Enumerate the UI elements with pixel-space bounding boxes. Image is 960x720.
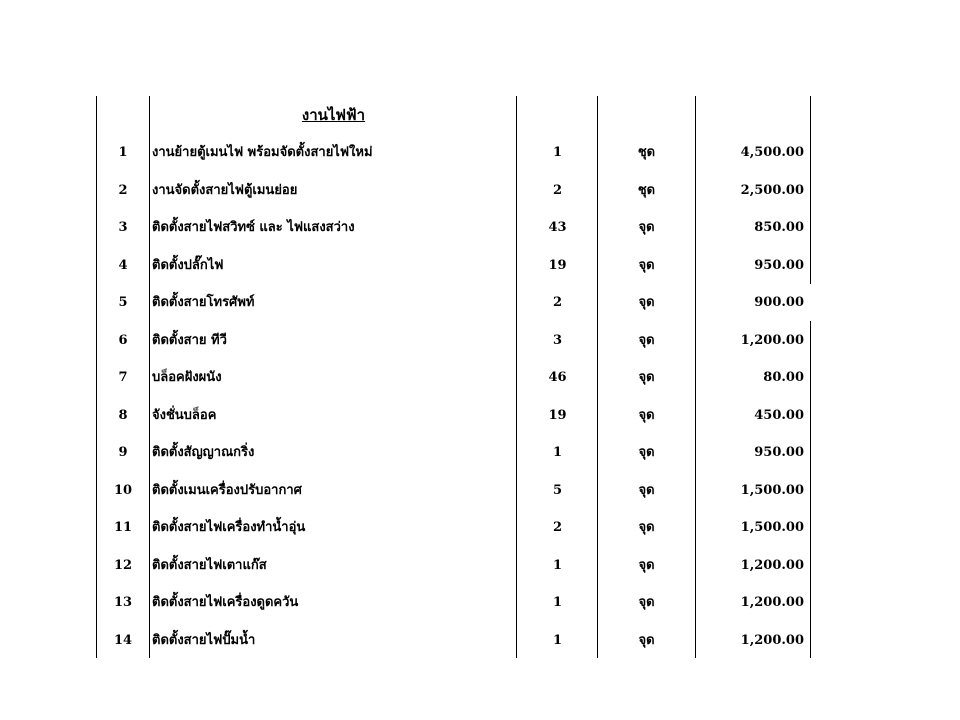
item-number: 11 [113, 520, 133, 535]
item-quantity: 46 [548, 370, 567, 385]
item-unit: จุด [638, 333, 655, 348]
item-description: บล็อคฝังผนัง [152, 370, 222, 385]
table-row [0, 179, 960, 203]
table-row [0, 141, 960, 165]
item-number: 2 [118, 183, 128, 198]
table-row [0, 441, 960, 465]
item-number: 13 [113, 595, 133, 610]
table-row [0, 329, 960, 353]
item-quantity: 1 [552, 595, 563, 610]
item-amount: 1,200.00 [740, 595, 804, 610]
item-quantity: 2 [552, 520, 563, 535]
item-amount: 450.00 [754, 408, 804, 423]
item-quantity: 1 [552, 445, 563, 460]
item-number: 4 [118, 258, 128, 273]
item-amount: 850.00 [754, 220, 804, 235]
item-number: 5 [118, 295, 128, 310]
item-unit: จุด [638, 220, 655, 235]
item-description: ติดตั้งสายไฟเครื่องทำน้ำอุ่น [152, 520, 306, 535]
table-row [0, 479, 960, 503]
item-unit: จุด [638, 370, 655, 385]
item-quantity: 3 [552, 333, 563, 348]
item-quantity: 1 [552, 145, 563, 160]
item-unit: จุด [638, 445, 655, 460]
item-description: ติดตั้งสายโทรศัพท์ [152, 295, 255, 310]
item-quantity: 2 [552, 183, 563, 198]
item-number: 10 [113, 483, 133, 498]
item-amount: 2,500.00 [740, 183, 804, 198]
item-quantity: 1 [552, 558, 563, 573]
item-amount: 950.00 [754, 258, 804, 273]
item-description: งานย้ายตู้เมนไฟ พร้อมจัดตั้งสายไฟใหม่ [152, 145, 373, 160]
item-description: งานจัดตั้งสายไฟตู้เมนย่อย [152, 183, 298, 198]
item-unit: จุด [638, 483, 655, 498]
item-description: ติดตั้งสายไฟเครื่องดูดควัน [152, 595, 299, 610]
item-quantity: 19 [548, 258, 567, 273]
item-unit: จุด [638, 633, 655, 648]
item-description: ติดตั้งปลั๊กไฟ [152, 258, 224, 273]
item-unit: จุด [638, 408, 655, 423]
item-unit: จุด [638, 295, 655, 310]
table-row [0, 254, 960, 278]
item-amount: 1,200.00 [740, 558, 804, 573]
section-title: งานไฟฟ้า [301, 106, 366, 124]
table-row [0, 366, 960, 390]
item-description: จังชั่นบล็อค [152, 408, 217, 423]
item-number: 12 [113, 558, 133, 573]
item-amount: 950.00 [754, 445, 804, 460]
item-number: 1 [118, 145, 128, 160]
item-amount: 1,500.00 [740, 520, 804, 535]
item-unit: จุด [638, 558, 655, 573]
table-row [0, 591, 960, 615]
table-row [0, 516, 960, 540]
item-quantity: 19 [548, 408, 567, 423]
table-row [0, 404, 960, 428]
item-unit: ชุด [637, 145, 656, 160]
table-row [0, 291, 960, 315]
item-amount: 900.00 [754, 295, 804, 310]
item-unit: จุด [638, 520, 655, 535]
item-amount: 1,200.00 [740, 333, 804, 348]
item-description: ติดตั้งสายไฟสวิทซ์ และ ไฟแสงสว่าง [152, 220, 355, 235]
item-unit: จุด [638, 595, 655, 610]
item-number: 9 [118, 445, 128, 460]
item-description: ติดตั้งเมนเครื่องปรับอากาศ [152, 483, 302, 498]
item-quantity: 5 [552, 483, 563, 498]
item-amount: 1,500.00 [740, 483, 804, 498]
item-number: 7 [118, 370, 128, 385]
table-row [0, 216, 960, 240]
table-row [0, 554, 960, 578]
item-amount: 80.00 [763, 370, 804, 385]
item-description: ติดตั้งสาย ทีวี [152, 333, 227, 348]
item-number: 8 [118, 408, 128, 423]
item-unit: ชุด [637, 183, 656, 198]
item-amount: 4,500.00 [740, 145, 804, 160]
item-number: 14 [113, 633, 133, 648]
item-quantity: 1 [552, 633, 563, 648]
item-number: 6 [118, 333, 128, 348]
item-amount: 1,200.00 [740, 633, 804, 648]
item-description: ติดตั้งสายไฟเตาแก๊ส [152, 558, 267, 573]
item-description: ติดตั้งสายไฟปั๊มน้ำ [152, 633, 256, 648]
table-row [0, 629, 960, 653]
item-quantity: 43 [548, 220, 567, 235]
item-unit: จุด [638, 258, 655, 273]
item-quantity: 2 [552, 295, 563, 310]
item-description: ติดตั้งสัญญาณกริ่ง [152, 445, 255, 460]
item-number: 3 [118, 220, 128, 235]
